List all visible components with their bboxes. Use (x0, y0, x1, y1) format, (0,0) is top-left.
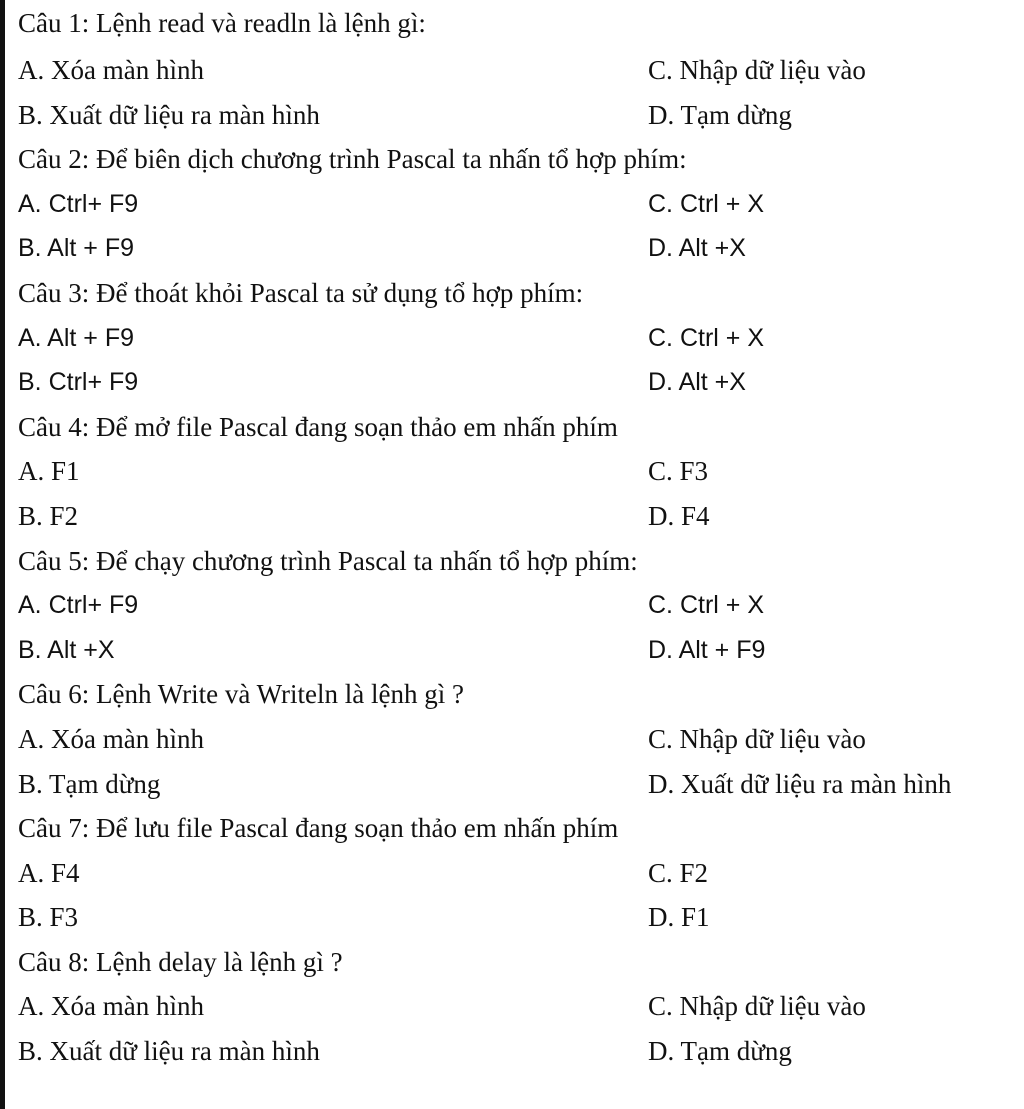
option-b: B. F3 (18, 902, 79, 933)
option-c: C. F3 (648, 456, 709, 487)
options-row (18, 895, 1018, 940)
option-b: B. Alt + F9 (18, 234, 135, 263)
option-d: D. Alt + F9 (648, 635, 766, 664)
options-row (18, 226, 1018, 271)
option-a: A. Alt + F9 (18, 323, 135, 352)
option-a: A. Xóa màn hình (18, 723, 204, 754)
options-row (18, 316, 1018, 361)
left-border (0, 0, 5, 1109)
question-6 (18, 672, 1018, 717)
option-a: A. F1 (18, 456, 80, 487)
option-a: A. Ctrl+ F9 (18, 189, 139, 218)
question-7 (18, 806, 1018, 851)
options-row (18, 851, 1018, 896)
question-1 (18, 0, 1018, 48)
options-row (18, 717, 1018, 762)
option-b: B. Alt +X (18, 635, 115, 664)
option-d: D. Alt +X (648, 234, 746, 263)
question-text: Câu 3: Để thoát khỏi Pascal ta sử dụng tổ hợp phím: (18, 277, 584, 308)
option-d: D. Tạm dừng (648, 99, 792, 130)
option-b: B. F2 (18, 500, 79, 531)
question-text: Câu 8: Lệnh delay là lệnh gì ? (18, 946, 343, 977)
quiz-sheet (18, 0, 1018, 1074)
question-4 (18, 405, 1018, 450)
option-d: D. F4 (648, 500, 710, 531)
options-row (18, 360, 1018, 405)
question-2 (18, 137, 1018, 182)
question-text: Câu 5: Để chạy chương trình Pascal ta nhấn tổ hợp phím: (18, 545, 638, 576)
option-c: C. Ctrl + X (648, 189, 764, 218)
option-c: C. Ctrl + X (648, 323, 764, 352)
option-b: B. Ctrl+ F9 (18, 368, 139, 397)
options-row (18, 762, 1018, 807)
question-3 (18, 271, 1018, 316)
options-row (18, 1029, 1018, 1074)
option-c: C. Nhập dữ liệu vào (648, 723, 866, 754)
option-a: A. Ctrl+ F9 (18, 591, 139, 620)
question-text: Câu 1: Lệnh read và readln là lệnh gì: (18, 8, 426, 38)
option-b: B. Tạm dừng (18, 768, 161, 799)
option-c: C. Nhập dữ liệu vào (648, 55, 866, 85)
option-d: D. Tạm dừng (648, 1036, 792, 1067)
question-text: Câu 4: Để mở file Pascal đang soạn thảo em nhấn phím (18, 411, 618, 442)
option-b: B. Xuất dữ liệu ra màn hình (18, 1036, 320, 1067)
option-a: A. Xóa màn hình (18, 991, 204, 1022)
options-row (18, 48, 1018, 93)
option-a: A. Xóa màn hình (18, 55, 204, 85)
options-row (18, 182, 1018, 227)
option-d: D. F1 (648, 902, 710, 933)
options-row (18, 494, 1018, 539)
options-row (18, 628, 1018, 673)
option-b: B. Xuất dữ liệu ra màn hình (18, 99, 320, 130)
option-d: D. Xuất dữ liệu ra màn hình (648, 768, 952, 799)
options-row (18, 449, 1018, 494)
options-row (18, 583, 1018, 628)
option-c: C. Nhập dữ liệu vào (648, 991, 866, 1022)
option-d: D. Alt +X (648, 368, 746, 397)
option-c: C. F2 (648, 857, 709, 888)
question-5 (18, 539, 1018, 584)
question-text: Câu 7: Để lưu file Pascal đang soạn thảo em nhấn phím (18, 813, 619, 844)
options-row (18, 984, 1018, 1029)
question-text: Câu 6: Lệnh Write và Writeln là lệnh gì ? (18, 679, 464, 710)
options-row (18, 93, 1018, 138)
question-text: Câu 2: Để biên dịch chương trình Pascal ta nhấn tổ hợp phím: (18, 144, 687, 175)
option-a: A. F4 (18, 857, 80, 888)
option-c: C. Ctrl + X (648, 591, 764, 620)
question-8 (18, 940, 1018, 985)
